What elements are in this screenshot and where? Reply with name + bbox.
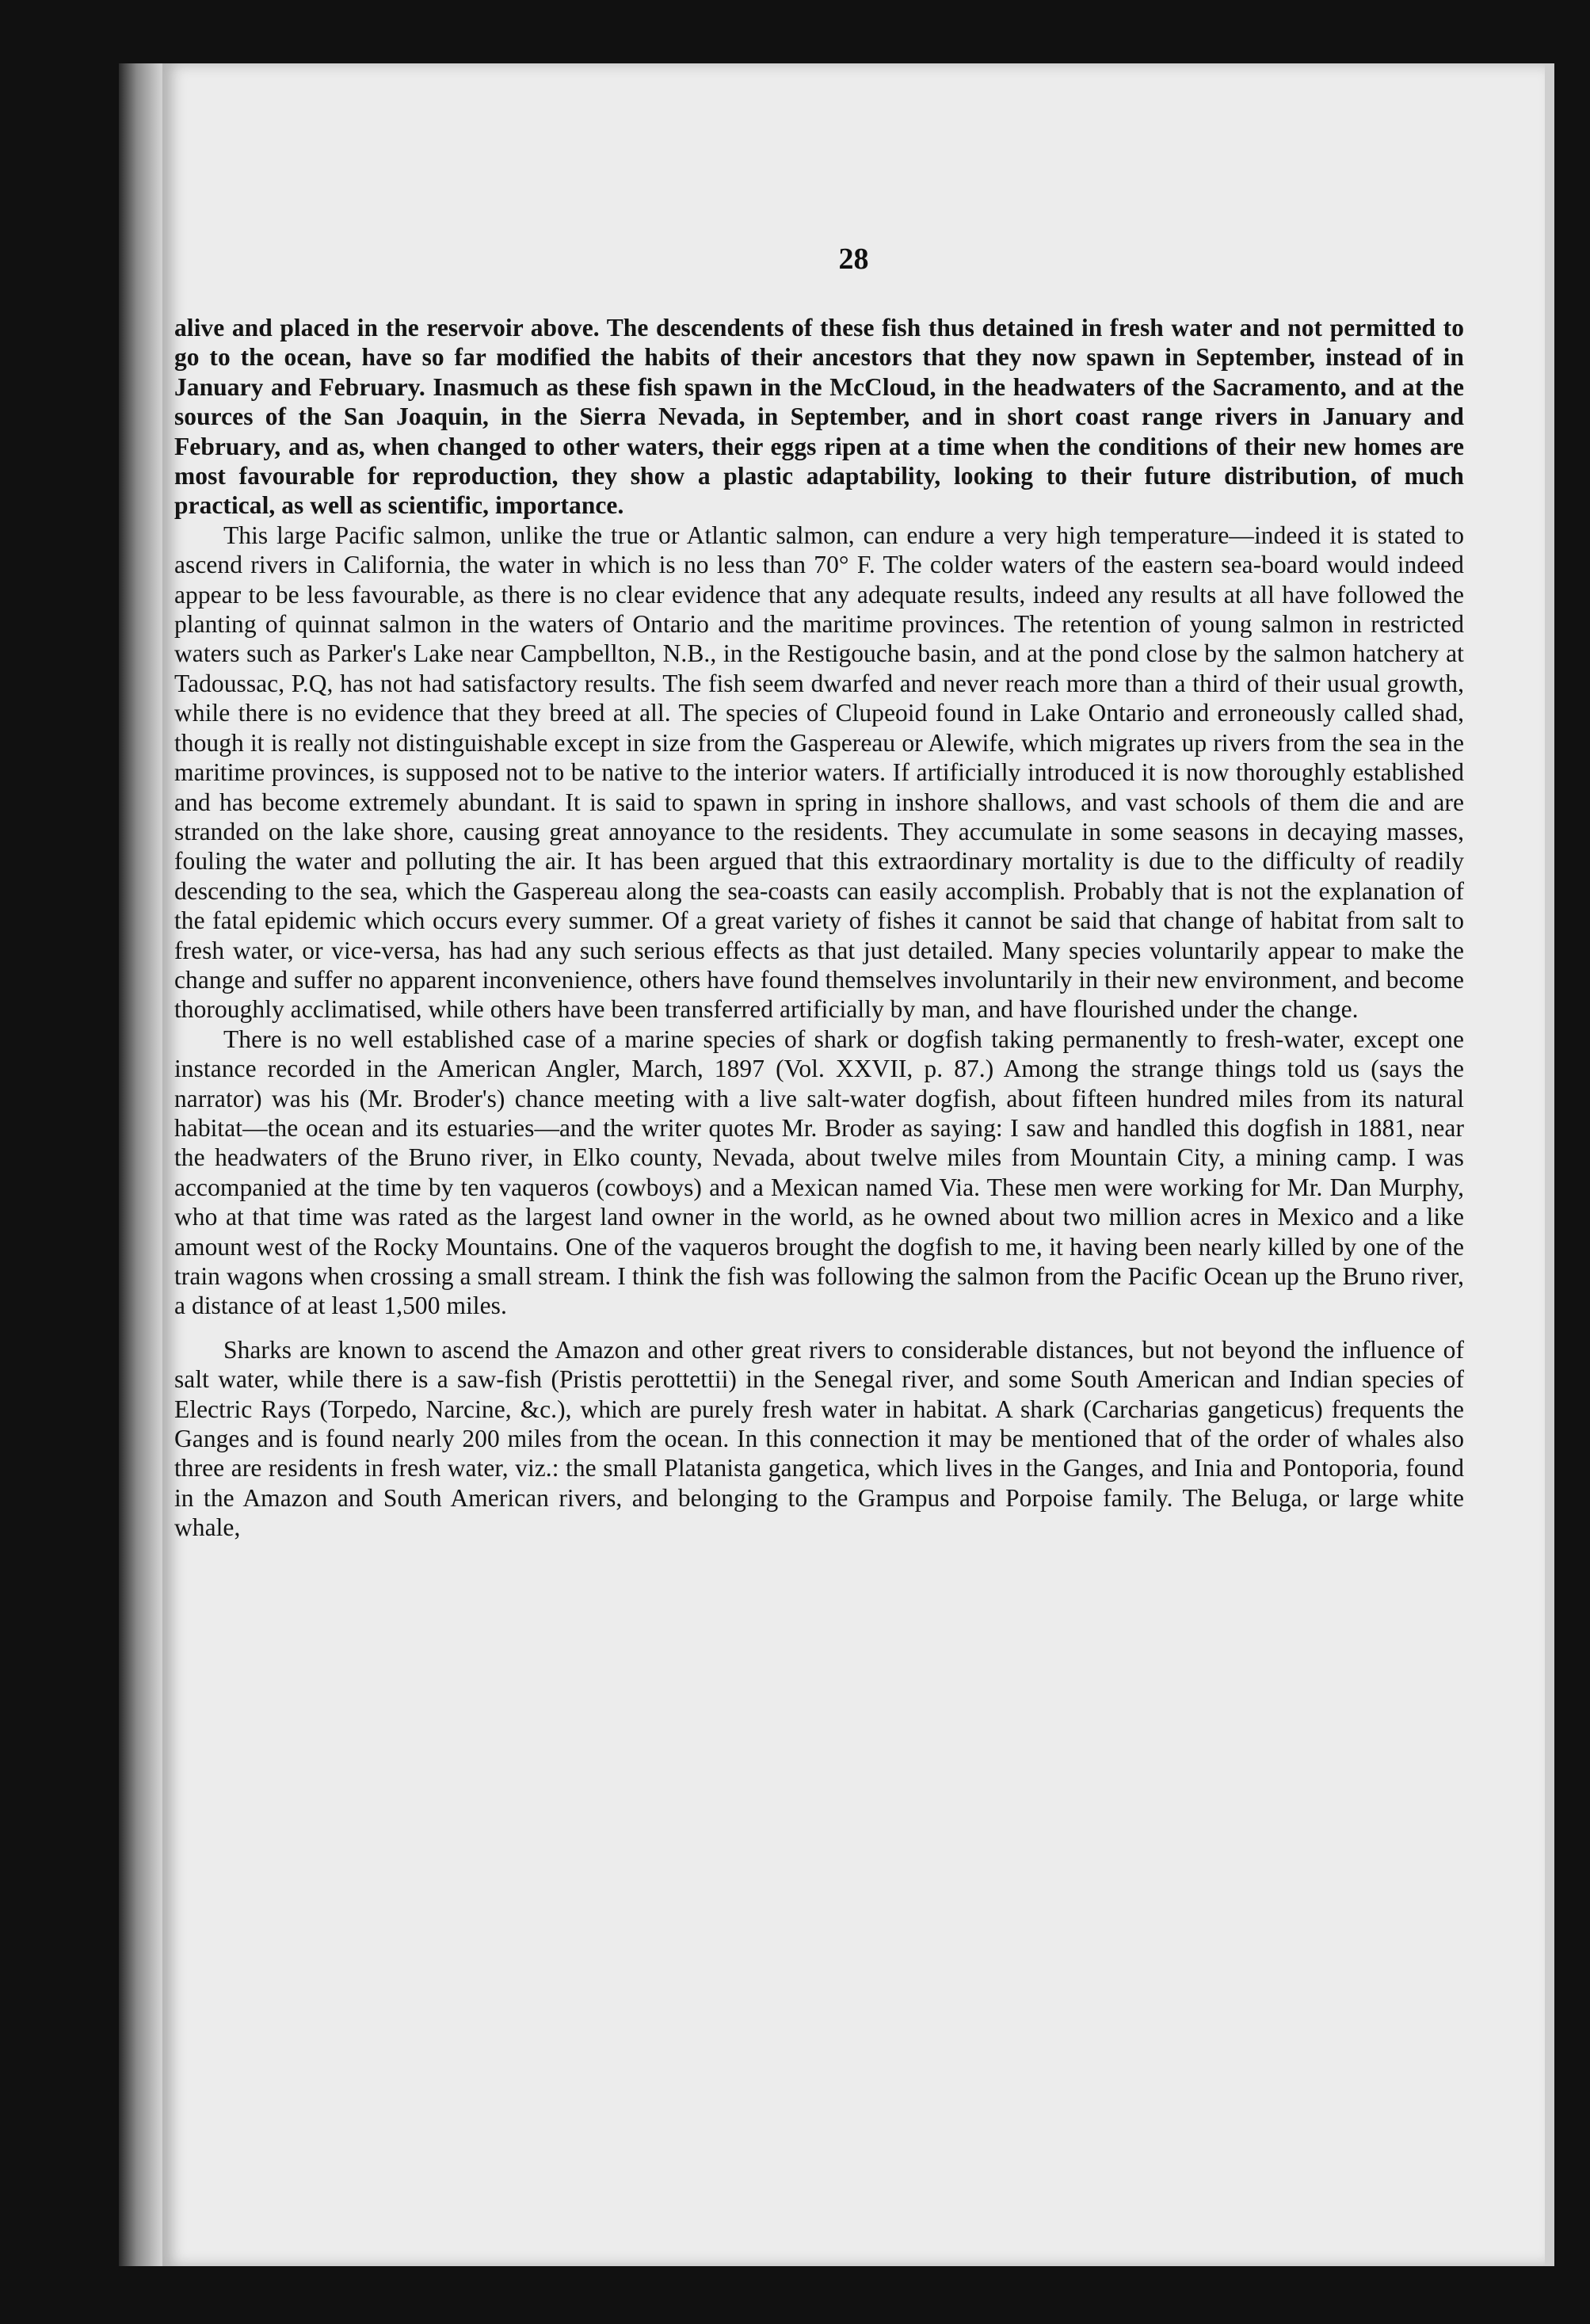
body-text	[174, 313, 1464, 1543]
page-right-edge	[1545, 63, 1554, 2266]
paragraph: Sharks are known to ascend the Amazon and other great rivers to considerable distances, but not beyond the influence of salt water, while there is a saw-fish (Pristis perottettii) in the Senegal river, and some South American and Indian species of Electric Rays (Torpedo, Narcine, &c.), which are purely fresh water in habitat. A shark (Carcharias gangeticus) frequents the Ganges and is found nearly 200 miles from the ocean. In this connection it may be mentioned that of the order of whales also three are residents in fresh water, viz.: the small Platanista gangetica, which lives in the Ganges, and Inia and Pontoporia, found in the Amazon and South American rivers, and belonging to the Grampus and Porpoise family. The Beluga, or large white whale,	[174, 1335, 1464, 1542]
paragraph: There is no well established case of a marine species of shark or dogfish taking permanently to fresh-water, except one instance recorded in the American Angler, March, 1897 (Vol. XXVII, p. 87.) Among the strange things told us (says the narrator) was his (Mr. Broder's) chance meeting with a live salt-water dogfish, about fifteen hundred miles from its natural habitat—the ocean and its estuaries—and the writer quotes Mr. Broder as saying: I saw and handled this dogfish in 1881, near the headwaters of the Bruno river, in Elko county, Nevada, about twelve miles from Mountain City, a mining camp. I was accompanied at the time by ten vaqueros (cowboys) and a Mexican named Via. These men were working for Mr. Dan Murphy, who at that time was rated as the largest land owner in the world, as he owned about two million acres in Mexico and a like amount west of the Rocky Mountains. One of the vaqueros brought the dogfish to me, it having been nearly killed by one of the train wagons when crossing a small stream. I think the fish was following the salmon from the Pacific Ocean up the Bruno river, a distance of at least 1,500 miles.	[174, 1025, 1464, 1320]
paragraph: alive and placed in the reservoir above. The descendents of these fish thus detained in fresh water and not permitted to go to the ocean, have so far modified the habits of their ancestors that they now spawn in September, instead of in January and February. Inasmuch as these fish spawn in the McCloud, in the headwaters of the Sacramento, and at the sources of the San Joaquin, in the Sierra Nevada, in September, and in short coast range rivers in January and February, and as, when changed to other waters, their eggs ripen at a time when the conditions of their new homes are most favourable for reproduction, they show a plastic adaptability, looking to their future distribution, of much practical, as well as scientific, importance.	[174, 314, 1464, 520]
page-number: 28	[838, 242, 869, 276]
paragraph: This large Pacific salmon, unlike the true or Atlantic salmon, can endure a very high temperature—indeed it is stated to ascend rivers in California, the water in which is no less than 70° F. The colder waters of the eastern sea-board would indeed appear to be less favourable, as there is no clear evidence that any adequate results, indeed any results at all have followed the planting of quinnat salmon in the waters of Ontario and the maritime provinces. The retention of young salmon in restricted waters such as Parker's Lake near Campbellton, N.B., in the Restigouche basin, and at the pond close by the salmon hatchery at Tadoussac, P.Q, has not had satisfactory results. The fish seem dwarfed and never reach more than a third of their usual growth, while there is no evidence that they breed at all. The species of Clupeoid found in Lake Ontario and erroneously called shad, though it is really not distinguishable except in size from the Gaspereau or Alewife, which migrates up rivers from the sea in the maritime provinces, is supposed not to be native to the interior waters. If artificially introduced it is now thoroughly established and has become extremely abundant. It is said to spawn in spring in inshore shallows, and vast schools of them die and are stranded on the lake shore, causing great annoyance to the residents. They accumulate in some seasons in decaying masses, fouling the water and polluting the air. It has been argued that this extraordinary mortality is due to the difficulty of readily descending to the sea, which the Gaspereau along the sea-coasts can easily accomplish. Probably that is not the explanation of the fatal epidemic which occurs every summer. Of a great variety of fishes it cannot be said that change of habitat from salt to fresh water, or vice-versa, has had any such serious effects as that just detailed. Many species voluntarily appear to make the change and suffer no apparent inconvenience, others have found themselves involuntarily in their new environment, and become thoroughly acclimatised, while others have been transferred artificially by man, and have flourished under the change.	[174, 521, 1464, 1024]
